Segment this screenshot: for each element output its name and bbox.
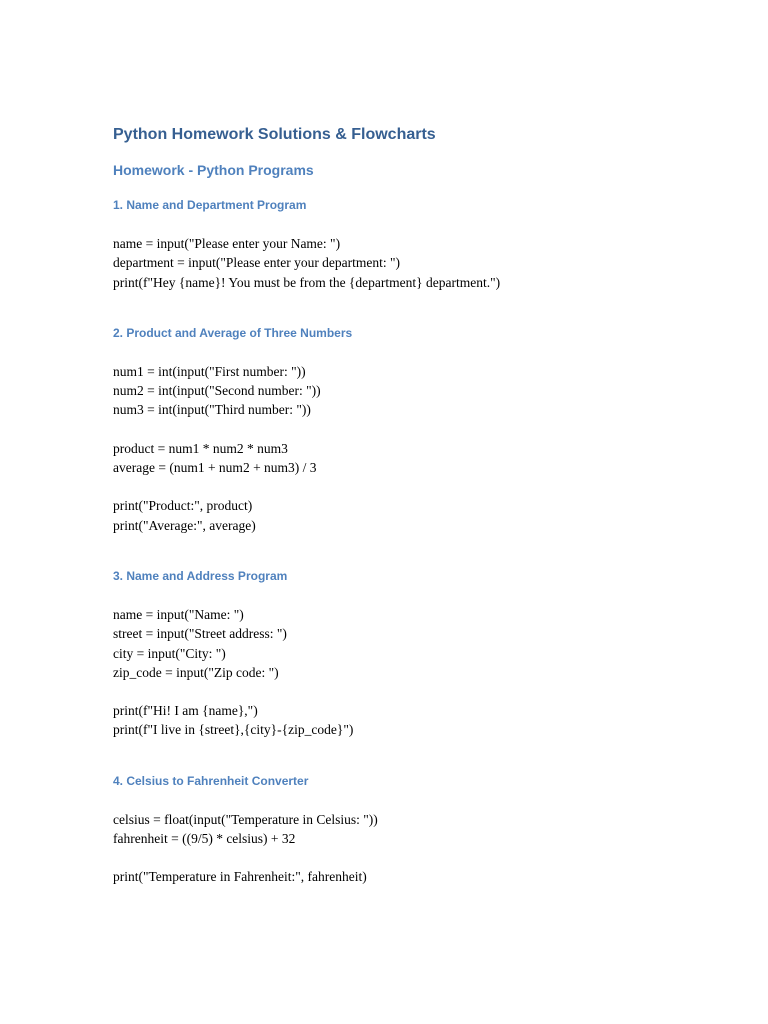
code-line: street = input("Street address: "): [113, 626, 287, 642]
code-line: name = input("Name: "): [113, 606, 244, 622]
sections-container: [113, 196, 713, 887]
code-group: [113, 362, 713, 420]
section-heading: 2. Product and Average of Three Numbers: [113, 325, 353, 340]
code-line: celsius = float(input("Temperature in Celsius: ")): [113, 811, 378, 827]
document-subtitle: Homework - Python Programs: [113, 162, 314, 178]
code-block: [113, 605, 713, 740]
code-line: print(f"Hey {name}! You must be from the {department} department."): [113, 274, 501, 290]
code-group: [113, 439, 713, 478]
code-line: average = (num1 + num2 + num3) / 3: [113, 460, 317, 476]
program-section: [113, 567, 713, 740]
program-section: [113, 772, 713, 887]
section-heading: 4. Celsius to Fahrenheit Converter: [113, 773, 309, 788]
code-group: [113, 605, 713, 682]
code-line: num3 = int(input("Third number: ")): [113, 402, 311, 418]
program-section: [113, 324, 713, 535]
code-line: print("Average:", average): [113, 517, 256, 533]
code-line: num1 = int(input("First number: ")): [113, 363, 306, 379]
program-section: [113, 196, 713, 292]
code-line: num2 = int(input("Second number: ")): [113, 383, 321, 399]
code-line: city = input("City: "): [113, 645, 226, 661]
code-line: fahrenheit = ((9/5) * celsius) + 32: [113, 831, 296, 847]
section-heading: 1. Name and Department Program: [113, 198, 307, 212]
code-line: zip_code = input("Zip code: "): [113, 664, 279, 680]
code-line: department = input("Please enter your department: "): [113, 255, 401, 271]
code-group: [113, 701, 713, 740]
code-line: product = num1 * num2 * num3: [113, 440, 288, 456]
code-group: [113, 496, 713, 535]
code-line: print("Product:", product): [113, 498, 253, 514]
code-line: print(f"I live in {street},{city}-{zip_code}"): [113, 722, 354, 738]
code-line: name = input("Please enter your Name: "): [113, 236, 341, 251]
code-group: [113, 867, 713, 886]
document-title: Python Homework Solutions & Flowcharts: [113, 126, 436, 143]
code-group: [113, 810, 713, 849]
document-page: [113, 124, 713, 887]
code-block: [113, 362, 713, 535]
code-block: [113, 810, 713, 887]
code-line: print("Temperature in Fahrenheit:", fahrenheit): [113, 869, 367, 885]
code-group: [113, 234, 713, 292]
code-line: print(f"Hi! I am {name},"): [113, 703, 258, 719]
section-heading: 3. Name and Address Program: [113, 568, 288, 583]
code-block: [113, 234, 713, 292]
